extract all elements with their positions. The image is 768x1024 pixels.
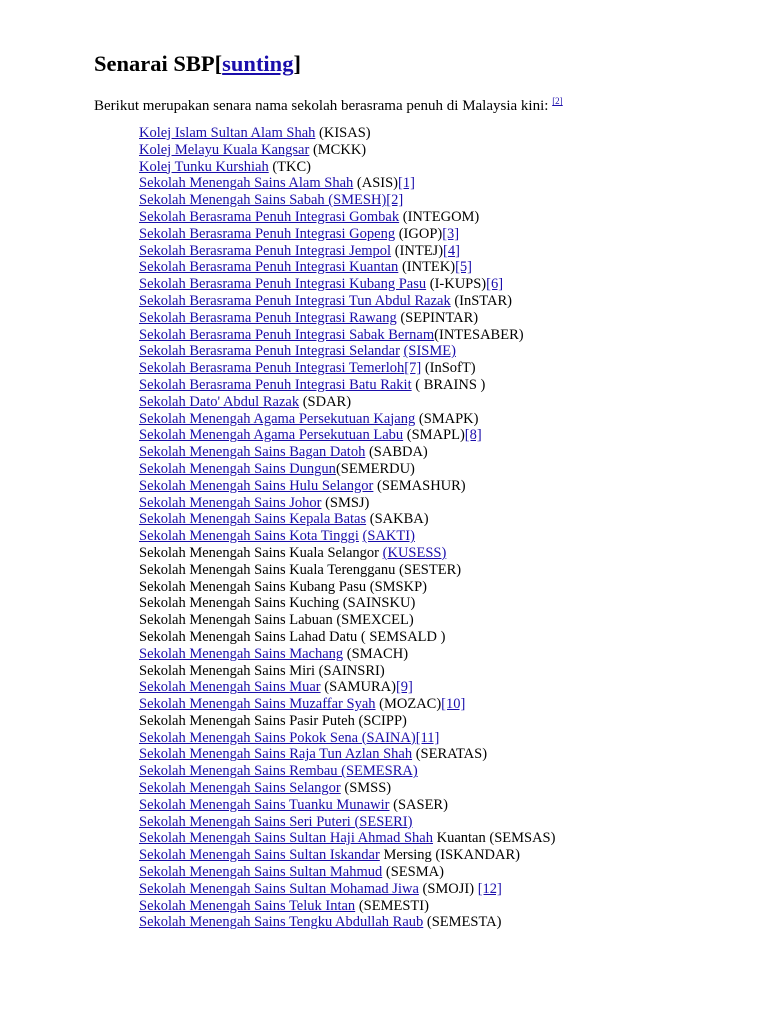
list-item-body [139, 444, 428, 461]
school-name-link[interactable]: Sekolah Menengah Sains Sultan Iskandar [139, 847, 380, 864]
school-name-text: (SMSS) [340, 780, 392, 797]
school-name-text: (SMACH) [343, 645, 409, 662]
list-item-body [139, 545, 446, 562]
list-item-body [139, 914, 501, 931]
reference-link[interactable]: [10] [441, 696, 466, 713]
list-item-body [139, 830, 555, 847]
list-item-body [139, 797, 448, 814]
list-item-body [139, 411, 478, 428]
list-item-body [139, 713, 407, 730]
school-name-text: (SMOJI) [418, 880, 478, 897]
list-item-body [139, 293, 512, 310]
school-name-text: (SESMA) [382, 864, 444, 881]
school-name-link[interactable]: Sekolah Dato' Abdul Razak [139, 393, 300, 410]
school-name-text: Mersing (ISKANDAR) [379, 847, 520, 864]
school-name-link[interactable]: Sekolah Menengah Sains Selangor [139, 780, 341, 797]
list-item-body [139, 746, 487, 763]
school-name-text: (MOZAC) [375, 696, 442, 713]
list-item-body [139, 679, 413, 696]
school-name-link[interactable]: Sekolah Menengah Agama Persekutuan Labu [139, 427, 404, 444]
list-item-body [139, 394, 351, 411]
list-item-body [139, 780, 391, 797]
school-name-link[interactable]: Sekolah Berasrama Penuh Integrasi Batu Rakit [139, 376, 412, 393]
school-name-link[interactable]: Sekolah Menengah Sains Sultan Mahmud [139, 864, 383, 881]
school-name-text: (SAMURA) [320, 679, 396, 696]
school-name-text: Sekolah Menengah Sains Kuala Selangor [139, 544, 383, 561]
intro-paragraph [94, 92, 563, 115]
school-name-link[interactable]: Sekolah Berasrama Penuh Integrasi Rawang [139, 309, 397, 326]
school-name-link[interactable]: Sekolah Menengah Sains Tuanku Munawir [139, 796, 390, 813]
school-name-link[interactable]: Kolej Tunku Kurshiah [139, 158, 269, 175]
list-item-body [139, 696, 465, 713]
school-name-text: (INTEK) [398, 259, 456, 276]
list-item-body [139, 142, 366, 159]
reference-link[interactable]: [1] [397, 175, 415, 192]
reference-link[interactable]: [11] [415, 729, 440, 746]
school-name-text: (INTESABER) [434, 326, 524, 343]
school-name-link[interactable]: Sekolah Berasrama Penuh Integrasi Kuantan [139, 259, 399, 276]
school-name-link[interactable]: Sekolah Menengah Sains Sultan Mohamad Jiwa [139, 880, 419, 897]
school-name-text: (SASER) [389, 796, 448, 813]
school-name-link[interactable]: Sekolah Berasrama Penuh Integrasi Jempol [139, 242, 392, 259]
section-title: Senarai SBP [94, 51, 215, 76]
edit-bracket-close: ] [293, 51, 301, 76]
list-item-body [139, 579, 427, 596]
school-name-text: (INTEJ) [391, 242, 444, 259]
school-name-text: (SEMERDU) [335, 460, 415, 477]
school-name-link[interactable]: Kolej Melayu Kuala Kangsar [139, 141, 310, 158]
list-item-body [139, 864, 444, 881]
list-item-body [139, 528, 415, 545]
list-item-body [139, 192, 403, 209]
school-name-link[interactable]: Sekolah Menengah Agama Persekutuan Kajang [139, 410, 416, 427]
school-name-link[interactable]: Sekolah Menengah Sains Hulu Selangor [139, 477, 374, 494]
school-name-link[interactable]: Sekolah Menengah Sains Rembau (SEMESRA) [139, 763, 418, 780]
list-item-body [139, 511, 429, 528]
list-item-body [139, 259, 472, 276]
reference-link[interactable]: [5] [455, 259, 473, 276]
section-heading [94, 49, 301, 79]
school-name-link[interactable]: Sekolah Berasrama Penuh Integrasi Gopeng [139, 225, 396, 242]
list-item-body [139, 646, 408, 663]
reference-link[interactable]: [3] [442, 225, 460, 242]
list-item-body [139, 243, 460, 260]
list-item-body [139, 125, 371, 142]
list-item-body [139, 209, 479, 226]
school-name-link[interactable]: Sekolah Menengah Sains Bagan Datoh [139, 444, 366, 461]
reference-link[interactable]: [12] [477, 880, 502, 897]
school-name-link[interactable]: Sekolah Menengah Sains Muzaffar Syah [139, 696, 376, 713]
school-name-link[interactable]: Sekolah Berasrama Penuh Integrasi Gombak [139, 208, 400, 225]
school-name-text: (SERATAS) [412, 746, 488, 763]
school-name-link[interactable]: Sekolah Berasrama Penuh Integrasi Kubang Pasu [139, 276, 427, 293]
list-item-body [139, 461, 415, 478]
school-name-link[interactable]: Sekolah Menengah Sains Kepala Batas [139, 511, 367, 528]
school-name-text: (SMAPK) [415, 410, 479, 427]
list-item-body [139, 226, 459, 243]
list-item-body [139, 495, 369, 512]
school-abbreviation-link[interactable]: (KUSESS) [382, 544, 447, 561]
school-name-link[interactable]: Sekolah Berasrama Penuh Integrasi Tun Abdul Razak [139, 292, 451, 309]
list-item-body [139, 612, 414, 629]
school-name-text: Kuantan (SEMSAS) [433, 830, 556, 847]
school-name-link[interactable]: Sekolah Menengah Sains Machang [139, 645, 344, 662]
school-abbreviation-link[interactable]: (SAKTI) [362, 528, 415, 545]
school-name-text: (SABDA) [365, 444, 428, 461]
school-name-link[interactable]: Sekolah Menengah Sains Pokok Sena (SAINA) [139, 729, 416, 746]
school-name-link[interactable]: Sekolah Menengah Sains Alam Shah [139, 175, 354, 192]
school-name-text: (INTEGOM) [399, 208, 480, 225]
list-item-body [139, 763, 418, 780]
school-name-text: Sekolah Menengah Sains Miri (SAINSRI) [139, 662, 385, 679]
school-name-link[interactable]: Sekolah Menengah Sains Seri Puteri (SESERI) [139, 813, 413, 830]
reference-link[interactable]: [6] [486, 276, 504, 293]
school-name-text: (IGOP) [395, 225, 443, 242]
list-item-body [139, 562, 461, 579]
edit-bracket-open: [ [214, 51, 223, 76]
school-name-link[interactable]: Sekolah Menengah Sains Raja Tun Azlan Shah [139, 746, 413, 763]
list-item-body [139, 629, 445, 646]
list-item-body [139, 881, 502, 898]
school-name-text: (ASIS) [353, 175, 398, 192]
school-name-text: (SEPINTAR) [396, 309, 479, 326]
school-name-text: (SEMESTA) [423, 914, 502, 931]
list-item-body [139, 276, 503, 293]
school-name-link[interactable]: Kolej Islam Sultan Alam Shah [139, 125, 316, 141]
edit-section-link[interactable]: sunting [222, 51, 294, 76]
school-name-text: Sekolah Menengah Sains Lahad Datu ( SEMSALD ) [139, 628, 446, 645]
school-name-text: (SEMASHUR) [373, 477, 466, 494]
school-name-text: (InSTAR) [450, 292, 512, 309]
intro-reference-link[interactable]: [2] [552, 96, 563, 106]
school-name-link[interactable]: Sekolah Berasrama Penuh Integrasi Sabak Bernam [139, 326, 435, 343]
list-item-body [139, 663, 385, 680]
school-name-text: Sekolah Menengah Sains Labuan (SMEXCEL) [139, 612, 414, 629]
reference-link[interactable]: [2] [386, 192, 404, 209]
list-item-body [139, 377, 485, 394]
school-name-text: (MCKK) [309, 141, 367, 158]
list-item-body [139, 327, 524, 344]
school-name-text: (TKC) [268, 158, 312, 175]
list-item-body [139, 159, 311, 176]
school-name-text: Sekolah Menengah Sains Kubang Pasu (SMSKP) [139, 578, 427, 595]
school-name-text: (SMAPL) [403, 427, 465, 444]
list-item-body [139, 478, 466, 495]
school-name-text: (SDAR) [299, 393, 352, 410]
school-name-link[interactable]: Sekolah Berasrama Penuh Integrasi Temerloh [139, 360, 405, 377]
school-abbreviation-link[interactable]: (SISME) [403, 343, 456, 360]
school-name-link[interactable]: Sekolah Menengah Sains Teluk Intan [139, 897, 356, 914]
reference-link[interactable]: [4] [443, 242, 460, 259]
school-name-link[interactable]: Sekolah Menengah Sains Muar [139, 679, 321, 696]
school-name-text: ( BRAINS ) [411, 376, 486, 393]
school-name-text: (I-KUPS) [426, 276, 487, 293]
school-name-link[interactable]: Sekolah Menengah Sains Sabah (SMESH) [139, 192, 387, 209]
reference-link[interactable]: [9] [395, 679, 413, 696]
list-item-body [139, 360, 476, 377]
school-name-link[interactable]: Sekolah Menengah Sains Dungun [139, 460, 336, 477]
school-name-link[interactable]: Sekolah Menengah Sains Kota Tinggi [139, 528, 359, 545]
school-name-text: (KISAS) [315, 125, 371, 141]
school-name-text: (SEMESTI) [355, 897, 429, 914]
list-item-body [139, 595, 415, 612]
list-item-body [139, 343, 456, 360]
reference-link[interactable]: [8] [464, 427, 482, 444]
school-abbreviation-text: (InSofT) [421, 360, 476, 377]
list-item-body [139, 310, 478, 327]
list-item-body [139, 814, 412, 831]
school-name-text: Sekolah Menengah Sains Kuala Terengganu (SESTER) [139, 561, 462, 578]
school-name-link[interactable]: Sekolah Berasrama Penuh Integrasi Selandar [139, 343, 400, 360]
school-name-text: (SAKBA) [366, 511, 429, 528]
school-name-link[interactable]: Sekolah Menengah Sains Johor [139, 494, 322, 511]
list-item-body [139, 847, 520, 864]
school-name-link[interactable]: Sekolah Menengah Sains Sultan Haji Ahmad Shah [139, 830, 433, 847]
school-name-text: (SMSJ) [321, 494, 370, 511]
school-name-link[interactable]: Sekolah Menengah Sains Tengku Abdullah Raub [139, 914, 424, 931]
list-item-body [139, 175, 415, 192]
reference-link[interactable]: [7] [404, 360, 422, 377]
list-item-body [139, 898, 429, 915]
list-item-body [139, 427, 482, 444]
list-item-body [139, 730, 439, 747]
intro-text: Berikut merupakan senara nama sekolah berasrama penuh di Malaysia kini: [94, 98, 553, 114]
school-name-text: Sekolah Menengah Sains Kuching (SAINSKU) [139, 595, 416, 612]
school-name-text: Sekolah Menengah Sains Pasir Puteh (SCIPP) [139, 712, 407, 729]
